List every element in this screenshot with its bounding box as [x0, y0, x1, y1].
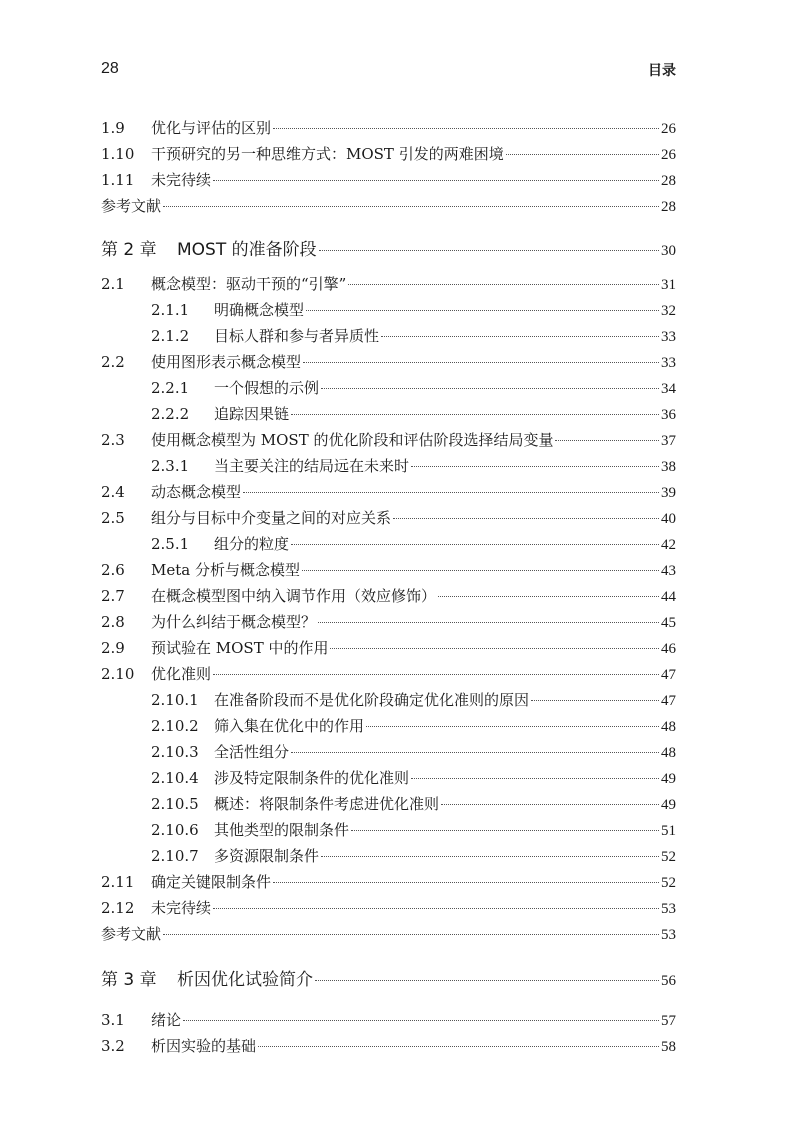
- dot-leader: [555, 440, 659, 441]
- toc-entry-title: 明确概念模型: [214, 301, 305, 319]
- toc-entry-title: 干预研究的另一种思维方式：MOST 引发的两难困境: [151, 145, 504, 163]
- dot-leader: [531, 700, 659, 701]
- toc-entry-title: 其他类型的限制条件: [214, 821, 350, 839]
- dot-leader: [306, 310, 659, 311]
- dot-leader: [291, 414, 659, 415]
- toc-entry[interactable]: [101, 169, 676, 191]
- toc-entry-page: 57: [661, 1013, 676, 1029]
- toc-entry-page: 47: [661, 693, 676, 709]
- toc-entry[interactable]: [101, 117, 676, 139]
- toc-subentry[interactable]: [151, 377, 676, 399]
- dot-leader: [506, 154, 659, 155]
- dot-leader: [438, 596, 659, 597]
- toc-entry-title: 参考文献: [101, 925, 162, 943]
- toc-entry-number: 2.1.1: [151, 301, 190, 319]
- dot-leader: [163, 934, 659, 935]
- toc-entry-page: 36: [661, 407, 676, 423]
- dot-leader: [243, 492, 659, 493]
- toc-entry-title: 多资源限制条件: [214, 847, 320, 865]
- toc-entry-number: 2.10: [101, 665, 135, 683]
- toc-entry-number: 2.4: [101, 483, 125, 501]
- toc-entry-title: 全活性组分: [214, 743, 290, 761]
- toc-chapter-number: 第 3 章: [101, 970, 157, 990]
- toc-entry-page: 43: [661, 563, 676, 579]
- toc-entry-page: 33: [661, 355, 676, 371]
- dot-leader: [411, 466, 659, 467]
- toc-entry-references[interactable]: [101, 923, 676, 945]
- dot-leader: [318, 622, 659, 623]
- dot-leader: [321, 388, 659, 389]
- dot-leader: [381, 336, 659, 337]
- toc-subentry[interactable]: [151, 845, 676, 867]
- toc-subentry[interactable]: [151, 403, 676, 425]
- toc-entry-title: 动态概念模型: [151, 483, 242, 501]
- toc-entry-page: 28: [661, 199, 676, 215]
- toc-entry-title: 绪论: [151, 1011, 182, 1029]
- toc-entry-number: 3.1: [101, 1011, 125, 1029]
- toc-entry-title: 当主要关注的结局远在未来时: [214, 457, 410, 475]
- toc-entry[interactable]: [101, 585, 676, 607]
- toc-entry-title: 未完待续: [151, 171, 212, 189]
- dot-leader: [315, 980, 659, 981]
- toc-entry[interactable]: [101, 663, 676, 685]
- toc-entry-page: 52: [661, 875, 676, 891]
- toc-chapter-number: 第 2 章: [101, 240, 157, 260]
- toc-entry-number: 2.2.1: [151, 379, 190, 397]
- toc-entry-page: 40: [661, 511, 676, 527]
- toc-entry-number: 2.2: [101, 353, 125, 371]
- toc-entry-title: 筛入集在优化中的作用: [214, 717, 365, 735]
- toc-entry-title: 一个假想的示例: [214, 379, 320, 397]
- toc-entry-page: 44: [661, 589, 676, 605]
- toc-entry-page: 42: [661, 537, 676, 553]
- toc-entry-page: 32: [661, 303, 676, 319]
- dot-leader: [303, 362, 659, 363]
- toc-entry-title: 在准备阶段而不是优化阶段确定优化准则的原因: [214, 691, 530, 709]
- dot-leader: [321, 856, 659, 857]
- toc-subentry[interactable]: [151, 793, 676, 815]
- toc-entry-page: 52: [661, 849, 676, 865]
- toc-entry[interactable]: [101, 871, 676, 893]
- page-number: 28: [101, 60, 119, 77]
- toc-subentry[interactable]: [151, 299, 676, 321]
- toc-entry-title: 优化与评估的区别: [151, 119, 272, 137]
- toc-subentry[interactable]: [151, 455, 676, 477]
- toc-entry-title: 追踪因果链: [214, 405, 290, 423]
- toc-entry-number: 2.10.5: [151, 795, 199, 813]
- toc-entry[interactable]: [101, 1035, 676, 1057]
- toc-entry-number: 2.10.4: [151, 769, 199, 787]
- toc-entry-title: 未完待续: [151, 899, 212, 917]
- toc-entry-page: 53: [661, 927, 676, 943]
- toc-entry[interactable]: [101, 481, 676, 503]
- toc-entry-title: 确定关键限制条件: [151, 873, 272, 891]
- toc-entry-title: 析因实验的基础: [151, 1037, 257, 1055]
- toc-entry-page: 48: [661, 719, 676, 735]
- toc-entry-title: 概念模型：驱动干预的“引擎”: [151, 275, 347, 293]
- toc-entry-title: 为什么纠结于概念模型？: [151, 613, 317, 631]
- toc-entry-page: 31: [661, 277, 676, 293]
- toc-subentry[interactable]: [151, 767, 676, 789]
- toc-entry-number: 1.11: [101, 171, 135, 189]
- toc-entry-title: 概述：将限制条件考虑进优化准则: [214, 795, 440, 813]
- toc-chapter[interactable]: [101, 965, 676, 991]
- toc-entry-page: 38: [661, 459, 676, 475]
- toc-entry-number: 2.5: [101, 509, 125, 527]
- toc-entry-number: 2.5.1: [151, 535, 190, 553]
- dot-leader: [411, 778, 659, 779]
- toc-entry-references[interactable]: [101, 195, 676, 217]
- toc-entry[interactable]: [101, 507, 676, 529]
- toc-entry-title: 组分的粒度: [214, 535, 290, 553]
- toc-entry[interactable]: [101, 897, 676, 919]
- toc-entry-page: 26: [661, 121, 676, 137]
- toc-entry-number: 2.10.3: [151, 743, 199, 761]
- toc-chapter[interactable]: [101, 235, 676, 261]
- dot-leader: [213, 908, 659, 909]
- toc-entry-title: 目标人群和参与者异质性: [214, 327, 380, 345]
- toc-entry-number: 2.10.6: [151, 821, 199, 839]
- toc-entry-page: 45: [661, 615, 676, 631]
- toc-entry-number: 2.10.1: [151, 691, 199, 709]
- toc-entry[interactable]: [101, 637, 676, 659]
- toc-entry-page: 30: [661, 243, 676, 259]
- toc-entry-number: 2.9: [101, 639, 125, 657]
- dot-leader: [291, 544, 659, 545]
- toc-subentry[interactable]: [151, 819, 676, 841]
- dot-leader: [302, 570, 659, 571]
- toc-entry-number: 2.10.7: [151, 847, 199, 865]
- dot-leader: [393, 518, 659, 519]
- toc-subentry[interactable]: [151, 689, 676, 711]
- toc-entry-number: 1.9: [101, 119, 125, 137]
- dot-leader: [273, 882, 659, 883]
- toc-entry-number: 2.7: [101, 587, 125, 605]
- toc-entry-page: 51: [661, 823, 676, 839]
- toc-entry-number: 2.10.2: [151, 717, 199, 735]
- toc-entry-page: 49: [661, 797, 676, 813]
- toc-entry-page: 53: [661, 901, 676, 917]
- toc-entry-number: 2.8: [101, 613, 125, 631]
- toc-entry-number: 2.12: [101, 899, 135, 917]
- toc-entry-page: 34: [661, 381, 676, 397]
- toc-subentry[interactable]: [151, 715, 676, 737]
- dot-leader: [273, 128, 659, 129]
- dot-leader: [351, 830, 659, 831]
- dot-leader: [319, 250, 659, 251]
- toc-entry-page: 33: [661, 329, 676, 345]
- toc-subentry[interactable]: [151, 533, 676, 555]
- toc-entry-title: 涉及特定限制条件的优化准则: [214, 769, 410, 787]
- toc-entry-page: 48: [661, 745, 676, 761]
- dot-leader: [258, 1046, 659, 1047]
- toc-entry-title: 组分与目标中介变量之间的对应关系: [151, 509, 392, 527]
- dot-leader: [163, 206, 659, 207]
- toc-entry-title: Meta 分析与概念模型: [151, 561, 300, 579]
- dot-leader: [330, 648, 659, 649]
- toc-entry-number: 3.2: [101, 1037, 125, 1055]
- toc-entry-number: 2.2.2: [151, 405, 190, 423]
- running-head: 目录: [648, 63, 676, 79]
- toc-entry-number: 2.3.1: [151, 457, 190, 475]
- toc-entry[interactable]: [101, 429, 676, 451]
- toc-entry[interactable]: [101, 351, 676, 373]
- toc-entry-title: 预试验在 MOST 中的作用: [151, 639, 329, 657]
- dot-leader: [183, 1020, 659, 1021]
- toc-entry-number: 2.1.2: [151, 327, 190, 345]
- toc-entry-number: 1.10: [101, 145, 135, 163]
- dot-leader: [213, 180, 659, 181]
- toc-entry-title: 使用图形表示概念模型: [151, 353, 302, 371]
- toc-entry-number: 2.1: [101, 275, 125, 293]
- dot-leader: [291, 752, 659, 753]
- toc-entry-page: 56: [661, 973, 676, 989]
- dot-leader: [348, 284, 659, 285]
- page-header: [101, 60, 676, 84]
- toc-entry-title: 在概念模型图中纳入调节作用（效应修饰）: [151, 587, 437, 605]
- toc-entry-page: 49: [661, 771, 676, 787]
- toc-entry-page: 28: [661, 173, 676, 189]
- toc-entry[interactable]: [101, 1009, 676, 1031]
- toc-entry-page: 47: [661, 667, 676, 683]
- toc-entry[interactable]: [101, 143, 676, 165]
- toc-entry-page: 39: [661, 485, 676, 501]
- dot-leader: [366, 726, 659, 727]
- toc-subentry[interactable]: [151, 741, 676, 763]
- toc-chapter-title: 析因优化试验简介: [177, 970, 313, 990]
- dot-leader: [213, 674, 659, 675]
- toc-entry-page: 58: [661, 1039, 676, 1055]
- toc-entry-number: 2.3: [101, 431, 125, 449]
- toc-entry-title: 使用概念模型为 MOST 的优化阶段和评估阶段选择结局变量: [151, 431, 554, 449]
- dot-leader: [441, 804, 659, 805]
- toc-entry-page: 46: [661, 641, 676, 657]
- toc-entry-title: 参考文献: [101, 197, 162, 215]
- toc-subentry[interactable]: [151, 325, 676, 347]
- toc-entry[interactable]: [101, 559, 676, 581]
- toc-entry-title: 优化准则: [151, 665, 212, 683]
- toc-entry-number: 2.11: [101, 873, 135, 891]
- toc-chapter-title: MOST 的准备阶段: [177, 240, 317, 260]
- toc-entry[interactable]: [101, 611, 676, 633]
- toc-entry-page: 37: [661, 433, 676, 449]
- toc-entry[interactable]: [101, 273, 676, 295]
- toc-entry-page: 26: [661, 147, 676, 163]
- toc-entry-number: 2.6: [101, 561, 125, 579]
